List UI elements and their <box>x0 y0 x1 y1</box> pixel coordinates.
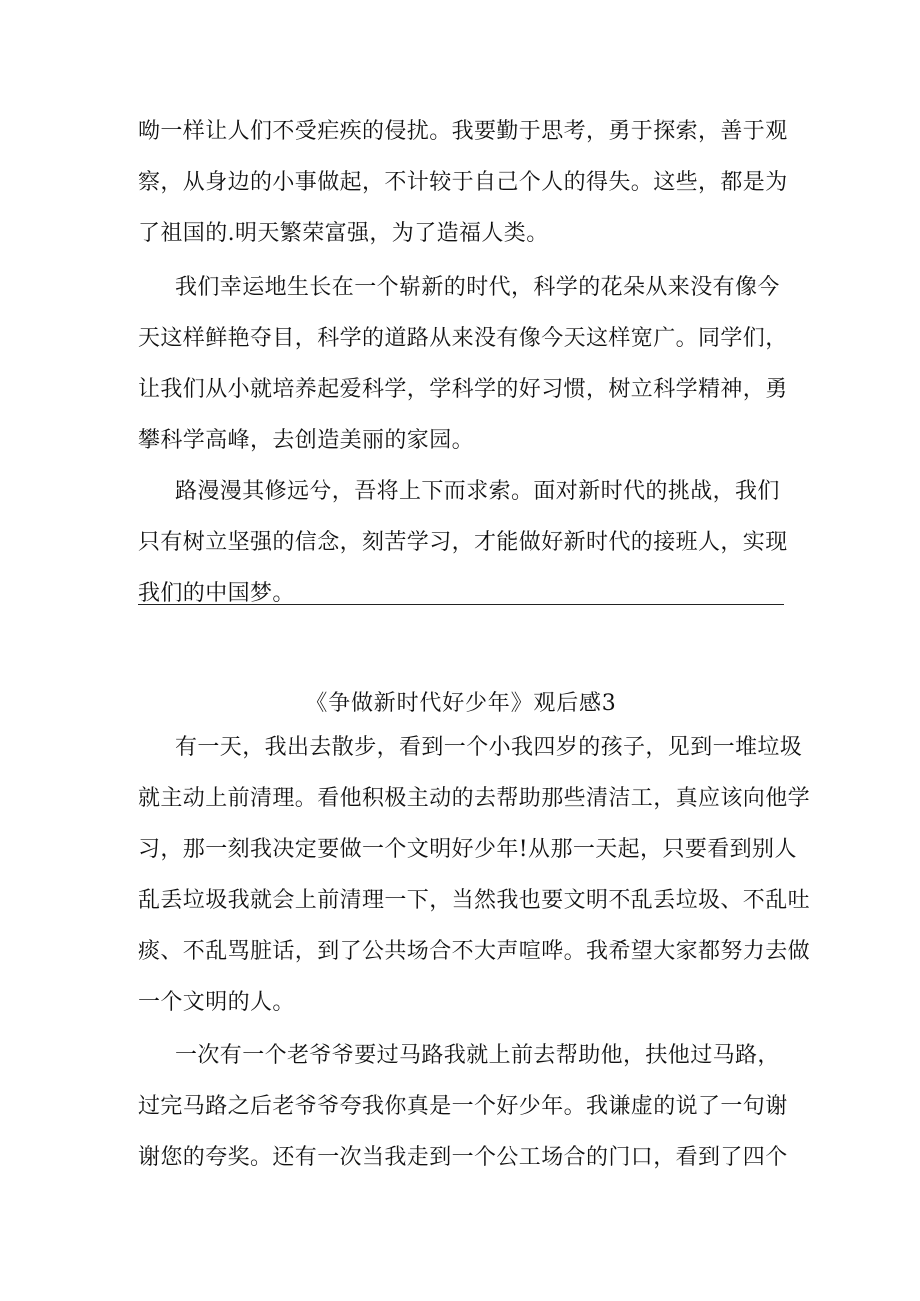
text-line: 我们的中国梦。 <box>138 581 295 606</box>
paragraph-3 <box>138 466 788 619</box>
text-line: 天这样鲜艳夺目，科学的道路从来没有像今天这样宽广。同学们， <box>138 326 788 351</box>
text-line: 让我们从小就培养起爱科学，学科学的好习惯，树立科学精神，勇 <box>138 377 788 402</box>
paragraph-2 <box>138 262 788 466</box>
text-line: 就主动上前清理。看他积极主动的去帮助那些清洁工，真应该向他学 <box>138 786 811 811</box>
text-line: 路漫漫其修远兮，吾将上下而求索。面对新时代的挑战，我们 <box>175 479 780 504</box>
text-line: 谢您的夸奖。还有一次当我走到一个公工场合的门口，看到了四个 <box>138 1145 788 1170</box>
paragraph-4 <box>138 722 811 1028</box>
text-line: 习，那一刻我决定要做一个文明好少年!从那一天起，只要看到别人 <box>138 837 797 862</box>
text-line: 一次有一个老爷爷要过马路我就上前去帮助他，扶他过马路， <box>175 1043 780 1068</box>
text-line: 察，从身边的小事做起，不计较于自己个人的得失。这些，都是为 <box>138 170 788 195</box>
text-line: 攀科学高峰，去创造美丽的家园。 <box>138 428 475 453</box>
section-divider <box>138 604 784 605</box>
text-line: 有一天，我出去散步，看到一个小我四岁的孩子，见到一堆垃圾 <box>175 735 803 760</box>
text-line: 了祖国的.明天繁荣富强，为了造福人类。 <box>138 221 549 246</box>
paragraph-5 <box>138 1030 788 1183</box>
text-line: 痰、不乱骂脏话，到了公共场合不大声喧哗。我希望大家都努力去做 <box>138 939 811 964</box>
text-line: 呦一样让人们不受疟疾的侵扰。我要勤于思考，勇于探索，善于观 <box>138 119 788 144</box>
text-line: 乱丢垃圾我就会上前清理一下，当然我也要文明不乱丢垃圾、不乱吐 <box>138 888 811 913</box>
section-title: 《争做新时代好少年》观后感3 <box>305 691 617 716</box>
text-line: 只有树立坚强的信念，刻苦学习，才能做好新时代的接班人，实现 <box>138 530 788 555</box>
paragraph-1 <box>138 106 788 259</box>
text-line: 一个文明的人。 <box>138 990 295 1015</box>
text-line: 过完马路之后老爷爷夸我你真是一个好少年。我谦虚的说了一句谢 <box>138 1094 788 1119</box>
text-line: 我们幸运地生长在一个崭新的时代，科学的花朵从来没有像今 <box>175 275 780 300</box>
